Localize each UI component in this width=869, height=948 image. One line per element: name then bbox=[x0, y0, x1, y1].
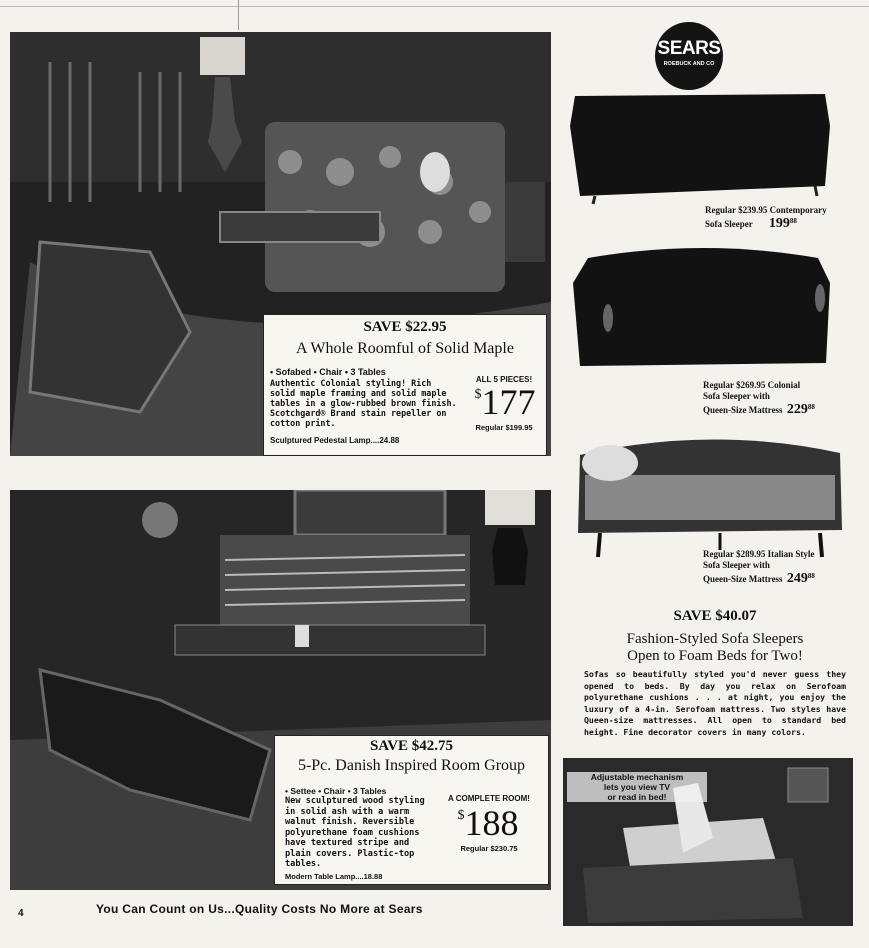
fashion-headline-2: Open to Foam Beds for Two! bbox=[627, 648, 803, 664]
sleeper-3-mattress: Queen-Size Mattress bbox=[703, 574, 783, 584]
sleeper-3-caption bbox=[703, 549, 863, 585]
sleeper-2-type: Sofa Sleeper with bbox=[703, 391, 770, 401]
contemporary-sofa-illustration bbox=[565, 86, 835, 206]
sleeper-3-price: 249 bbox=[786, 571, 808, 586]
contemporary-sleeper-photo bbox=[565, 86, 835, 206]
mechanism-note bbox=[567, 772, 707, 802]
maple-all-pieces: ALL 5 PIECES! bbox=[475, 375, 533, 384]
sleeper-3-regular: Regular $289.95 Italian Style bbox=[703, 549, 815, 559]
danish-regular-price: Regular $230.75 bbox=[460, 844, 518, 853]
fashion-section bbox=[584, 608, 846, 738]
danish-complete-room: A COMPLETE ROOM! bbox=[448, 794, 530, 803]
sleeper-3-type: Sofa Sleeper with bbox=[703, 560, 770, 570]
sleeper-2-mattress: Queen-Size Mattress bbox=[703, 405, 783, 415]
sleeper-3-row bbox=[703, 571, 863, 585]
colonial-sofa-illustration bbox=[568, 238, 838, 378]
maple-save-amount: SAVE $22.95 bbox=[363, 319, 447, 335]
maple-regular-price: Regular $199.95 bbox=[475, 423, 533, 432]
sleeper-2-cents: 88 bbox=[807, 403, 815, 411]
sleeper-1-price: 199 bbox=[768, 216, 790, 231]
logo-subtitle: ROEBUCK AND CO bbox=[663, 61, 715, 67]
sleeper-1-caption bbox=[705, 205, 855, 230]
colonial-sleeper-photo bbox=[568, 238, 838, 378]
danish-price-sign: $ bbox=[457, 808, 465, 823]
sleeper-2-regular: Regular $269.95 Colonial bbox=[703, 380, 801, 390]
danish-save-amount: SAVE $42.75 bbox=[369, 738, 454, 754]
vertical-divider bbox=[238, 0, 239, 30]
logo-name: SEARS bbox=[657, 38, 721, 59]
sleeper-2-price: 229 bbox=[786, 402, 808, 417]
mechanism-line-1: Adjustable mechanism bbox=[590, 772, 684, 782]
mechanism-line-3: or read in bed! bbox=[607, 792, 667, 802]
danish-lamp: Modern Table Lamp....18.88 bbox=[285, 872, 383, 881]
sleeper-1-cents: 88 bbox=[789, 217, 797, 225]
page-number: 4 bbox=[18, 908, 24, 919]
footer-tagline: You Can Count on Us...Quality Costs No More at Sears bbox=[96, 902, 423, 916]
sleeper-2-caption bbox=[703, 380, 863, 416]
danish-headline: 5-Pc. Danish Inspired Room Group bbox=[297, 757, 526, 774]
maple-price bbox=[469, 381, 541, 423]
maple-headline: A Whole Roomful of Solid Maple bbox=[296, 340, 514, 357]
sleeper-3-cents: 88 bbox=[807, 572, 815, 580]
top-divider bbox=[0, 6, 869, 7]
sleeper-2-row bbox=[703, 402, 863, 416]
sears-logo bbox=[655, 22, 723, 90]
fashion-body: Sofas so beautifully styled you'd never guess they opened to beds. By day you relax on Serofoam polyurethane cushions . . . at night, you enjoy the luxury of a 4-in. Serofoam mattress. Two styles have Queen-size mattresses. All open to standard bed height. Fine decorator covers in many colors. bbox=[584, 669, 846, 737]
maple-price-value: 177 bbox=[481, 382, 536, 422]
italian-sleeper-photo bbox=[570, 425, 848, 565]
sleeper-1-row bbox=[705, 216, 855, 230]
maple-offer-box bbox=[263, 314, 547, 456]
mechanism-line-2: lets you view TV bbox=[603, 782, 671, 792]
maple-price-sign: $ bbox=[474, 387, 482, 402]
sleeper-1-type: Sofa Sleeper bbox=[705, 219, 753, 229]
maple-pieces: • Sofabed • Chair • 3 Tables bbox=[270, 367, 386, 377]
italian-sofa-illustration bbox=[570, 425, 848, 565]
maple-description: Authentic Colonial styling! Rich solid maple framing and solid maple tables in a glow-rubbed brown finish. Scotchgard® Brand stain repeller on cotton print. bbox=[270, 378, 457, 428]
danish-price bbox=[443, 802, 533, 844]
maple-lamp: Sculptured Pedestal Lamp....24.88 bbox=[270, 436, 400, 445]
danish-pieces: • Settee • Chair • 3 Tables bbox=[285, 786, 387, 796]
danish-offer-box bbox=[274, 735, 549, 885]
bed-photo bbox=[563, 758, 853, 926]
danish-description: New sculptured wood styling in solid ash with a warm walnut finish. Reversible polyurethane foam cushions have textured stripe and plain covers. Plastic-top tables. bbox=[285, 796, 425, 869]
fashion-save-amount: SAVE $40.07 bbox=[673, 608, 757, 624]
sleeper-1-regular: Regular $239.95 Contemporary bbox=[705, 205, 827, 215]
fashion-headline-1: Fashion-Styled Sofa Sleepers bbox=[626, 631, 804, 647]
danish-price-value: 188 bbox=[464, 803, 519, 843]
